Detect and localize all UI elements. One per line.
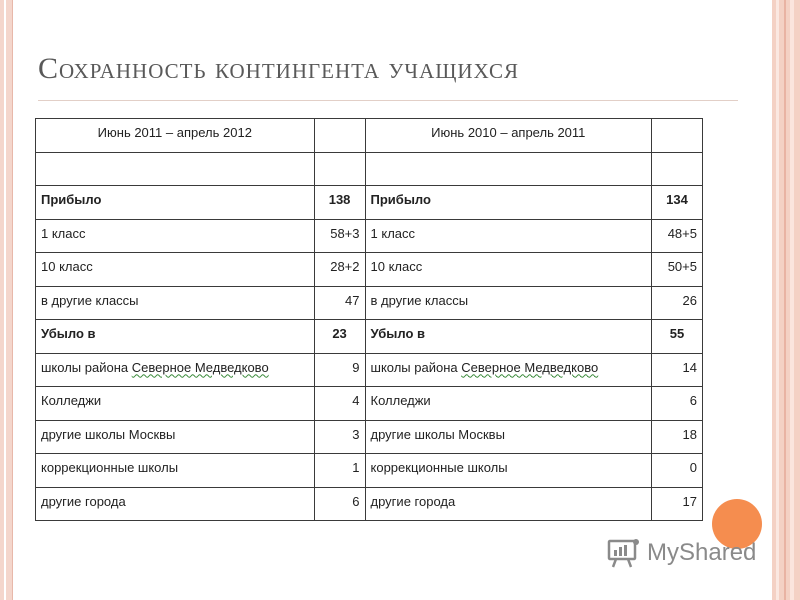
- left-label-cell: другие города: [36, 487, 315, 521]
- table-row: [36, 186, 703, 220]
- header-empty-cell: [314, 119, 365, 153]
- left-value-cell: 6: [314, 487, 365, 521]
- empty-cell: [652, 152, 703, 186]
- left-value-cell: 4: [314, 387, 365, 421]
- page-title: Сохранность контингента учащихся: [38, 52, 519, 85]
- left-value-cell: 9: [314, 353, 365, 387]
- title-divider: [38, 100, 738, 101]
- left-label-cell: школы района Северное Медведково: [36, 353, 315, 387]
- left-value-cell: 58+3: [314, 219, 365, 253]
- header-period-2011-2012: Июнь 2011 – апрель 2012: [36, 119, 315, 153]
- right-value-cell: 17: [652, 487, 703, 521]
- left-label-cell: Колледжи: [36, 387, 315, 421]
- left-value-cell: 1: [314, 454, 365, 488]
- empty-cell: [365, 152, 652, 186]
- right-value-cell: 134: [652, 186, 703, 220]
- left-value-cell: 47: [314, 286, 365, 320]
- left-value-cell: 28+2: [314, 253, 365, 287]
- right-label-cell: Колледжи: [365, 387, 652, 421]
- slide-frame-left: [0, 0, 13, 600]
- table-row: [36, 219, 703, 253]
- retention-table: [35, 118, 703, 521]
- table-spacer-row: [36, 152, 703, 186]
- right-value-cell: 48+5: [652, 219, 703, 253]
- presentation-board-icon: [607, 536, 641, 570]
- left-label-cell: в другие классы: [36, 286, 315, 320]
- left-label-cell: другие школы Москвы: [36, 420, 315, 454]
- header-empty-cell: [652, 119, 703, 153]
- table-row: [36, 487, 703, 521]
- left-value-cell: 3: [314, 420, 365, 454]
- right-label-cell: в другие классы: [365, 286, 652, 320]
- table-row: [36, 420, 703, 454]
- right-value-cell: 55: [652, 320, 703, 354]
- myshared-logo: [607, 535, 756, 571]
- table-row: [36, 454, 703, 488]
- slide-frame-right: [772, 0, 800, 600]
- right-label-cell: другие школы Москвы: [365, 420, 652, 454]
- right-label-cell: Прибыло: [365, 186, 652, 220]
- table-row: [36, 353, 703, 387]
- empty-cell: [36, 152, 315, 186]
- left-label-cell: Прибыло: [36, 186, 315, 220]
- right-value-cell: 18: [652, 420, 703, 454]
- table-header-row: [36, 119, 703, 153]
- right-value-cell: 50+5: [652, 253, 703, 287]
- table-row: [36, 320, 703, 354]
- watermark-text: MyShared: [647, 539, 757, 566]
- left-label-cell: коррекционные школы: [36, 454, 315, 488]
- empty-cell: [314, 152, 365, 186]
- right-label-cell: школы района Северное Медведково: [365, 353, 652, 387]
- right-label-cell: коррекционные школы: [365, 454, 652, 488]
- right-label-cell: 10 класс: [365, 253, 652, 287]
- right-label-cell: Убыло в: [365, 320, 652, 354]
- right-value-cell: 14: [652, 353, 703, 387]
- left-value-cell: 23: [314, 320, 365, 354]
- right-label-cell: 1 класс: [365, 219, 652, 253]
- left-label-cell: 1 класс: [36, 219, 315, 253]
- left-label-cell: Убыло в: [36, 320, 315, 354]
- right-value-cell: 0: [652, 454, 703, 488]
- table-row: [36, 253, 703, 287]
- left-value-cell: 138: [314, 186, 365, 220]
- table-row: [36, 286, 703, 320]
- right-label-cell: другие города: [365, 487, 652, 521]
- table-row: [36, 387, 703, 421]
- left-label-cell: 10 класс: [36, 253, 315, 287]
- header-period-2010-2011: Июнь 2010 – апрель 2011: [365, 119, 652, 153]
- right-value-cell: 6: [652, 387, 703, 421]
- right-value-cell: 26: [652, 286, 703, 320]
